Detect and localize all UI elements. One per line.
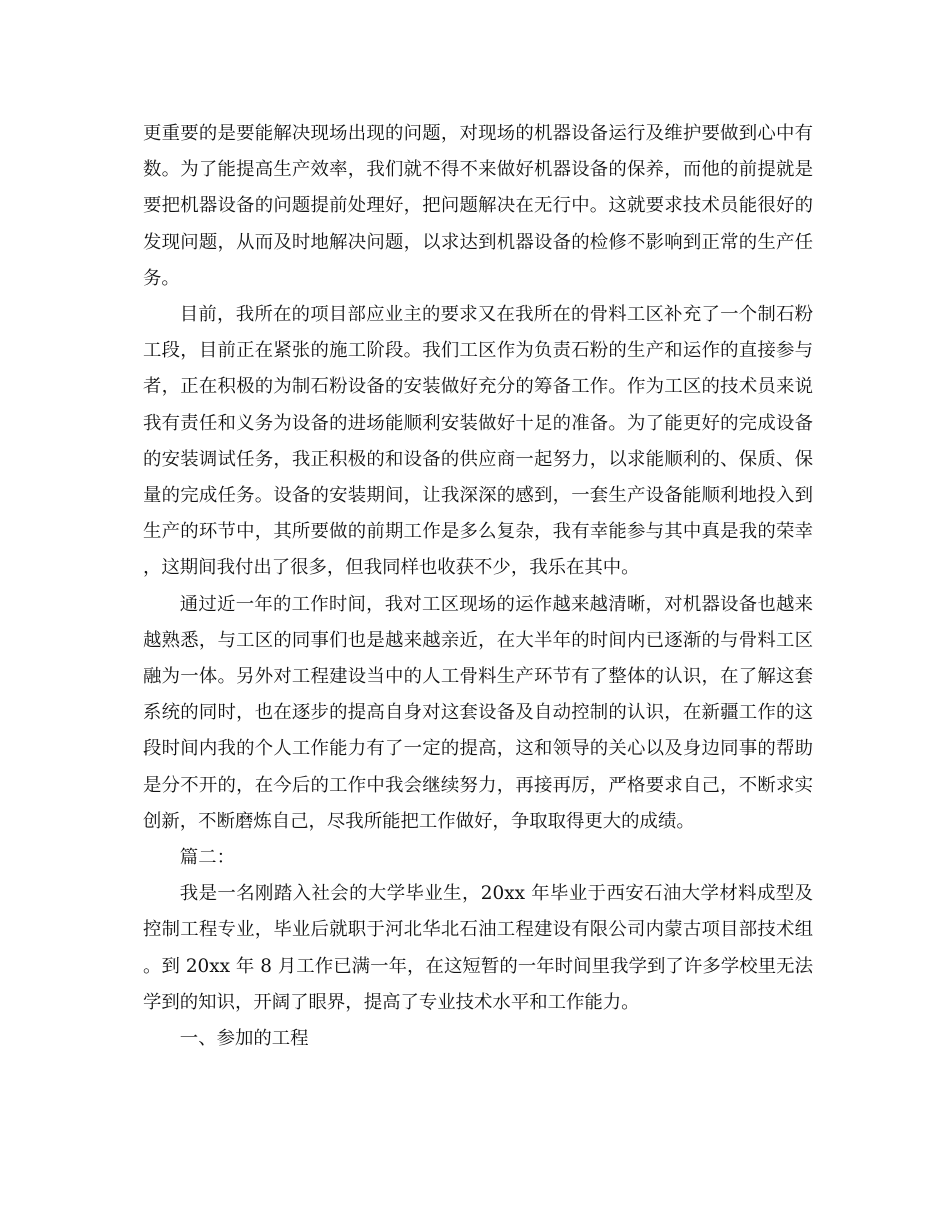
paragraph-3: 通过近一年的工作时间，我对工区现场的运作越来越清晰，对机器设备也越来越熟悉，与工区的同事们也是越来越亲近，在大半年的时间内已逐渐的与骨料工区融为一体。另外对工程建设当中的人工骨料生产环节有了整体的认识，在了解这套系统的同时，也在逐步的提高自身对这套设备及自动控制的认识，在新疆工作的这段时间内我的个人工作能力有了一定的提高，这和领导的关心以及身边同事的帮助是分不开的，在今后的工作中我会继续努力，再接再厉，严格要求自己，不断求实创新，不断磨炼自己，尽我所能把工作做好，争取取得更大的成绩。: [143, 593, 813, 832]
section-heading-part-two: 篇二：: [179, 847, 235, 869]
section-heading-projects: 一、参加的工程: [179, 1028, 309, 1050]
paragraph-1: 更重要的是要能解决现场出现的问题，对现场的机器设备运行及维护要做到心中有数。为了能提高生产效率，我们就不得不来做好机器设备的保养，而他的前提就是要把机器设备的问题提前处理好，把问题解决在无行中。这就要求技术员能很好的发现问题，从而及时地解决问题，以求达到机器设备的检修不影响到正常的生产任务。: [143, 123, 813, 289]
document-body: [143, 116, 813, 1057]
paragraph-2: 目前，我所在的项目部应业主的要求又在我所在的骨料工区补充了一个制石粉工段，目前正在紧张的施工阶段。我们工区作为负责石粉的生产和运作的直接参与者，正在积极的为制石粉设备的安装做好充分的筹备工作。作为工区的技术员来说我有责任和义务为设备的进场能顺利安装做好十足的准备。为了能更好的完成设备的安装调试任务，我正积极的和设备的供应商一起努力，以求能顺利的、保质、保量的完成任务。设备的安装期间，让我深深的感到，一套生产设备能顺利地投入到生产的环节中，其所要做的前期工作是多么复杂，我有幸能参与其中真是我的荣幸，这期间我付出了很多，但我同样也收获不少，我乐在其中。: [143, 304, 813, 579]
paragraph-4: 我是一名刚踏入社会的大学毕业生，20xx 年毕业于西安石油大学材料成型及控制工程专业，毕业后就职于河北华北石油工程建设有限公司内蒙古项目部技术组。到 20xx 年 8 月工作已满一年，在这短暂的一年时间里我学到了许多学校里无法学到的知识，开阔了眼界，提高了专业技术水平和工作能力。: [143, 883, 813, 1013]
